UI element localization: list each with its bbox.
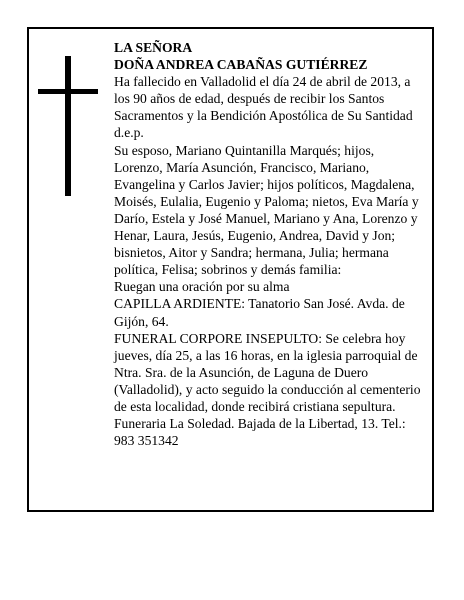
funeral-info: FUNERAL CORPORE INSEPULTO: Se celebra hoy jueves, día 25, a las 16 horas, en la iglesia parroquial de Ntra. Sra. de la Asunción, de Laguna de Duero (Valladolid), y acto seguido la conducción al cementerio de esta localidad, donde recibirá cristiana sepultura. [114,330,421,414]
funeral-home-info: Funeraria La Soledad. Bajada de la Libertad, 13. Tel.: 983 351342 [114,416,406,449]
family-list: Su esposo, Mariano Quintanilla Marqués; hijos, Lorenzo, María Asunción, Francisco, Mariano, Evangelina y Carlos Javier; hijos políticos, Magdalena, Moisés, Eulalia, Eugenio y Paloma; nietos, Eva María y Darío, Estela y José Manuel, Mariano y Ana, Lorenzo y Henar, Laura, Jesús, Eugenio, Andrea, David y Jon; bisnietos, Aitor y Sandra; hermana, Julia; hermana política, Felisa; sobrinos y demás familia: [114,142,419,278]
cross-vertical-bar [65,56,71,196]
latin-cross-icon [38,56,98,196]
notice-heading: LA SEÑORA [114,40,193,55]
obituary-text [114,39,426,449]
chapel-info: CAPILLA ARDIENTE: Tanatorio San José. Avda. de Gijón, 64. [114,296,405,329]
cross-horizontal-bar [38,89,98,94]
deceased-name: DOÑA ANDREA CABAÑAS GUTIÉRREZ [114,57,368,73]
prayer-request: Ruegan una oración por su alma [114,279,290,295]
death-announcement: Ha fallecido en Valladolid el día 24 de abril de 2013, a los 90 años de edad, después de recibir los Santos Sacramentos y la Bendición Apostólica de Su Santidad d.e.p. [114,74,413,141]
